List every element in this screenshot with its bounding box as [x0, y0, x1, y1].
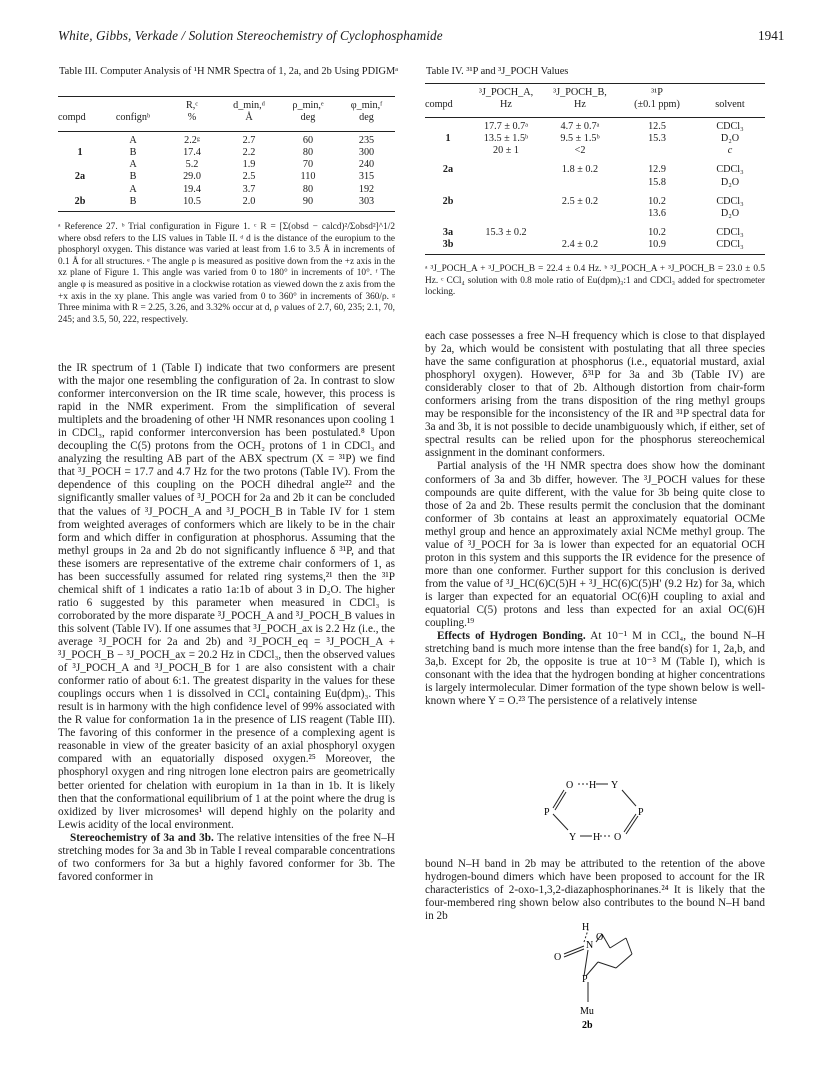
table4-col-compd: compd — [425, 99, 453, 111]
cell: 5.2 — [185, 159, 199, 171]
cell: 10.9 — [648, 238, 666, 250]
table4 — [425, 87, 765, 255]
cell: c — [727, 145, 733, 157]
table4-header-top — [425, 87, 765, 99]
table-row — [425, 208, 765, 220]
cell: 12.5 — [648, 120, 666, 132]
table-row — [58, 196, 395, 208]
cell — [471, 177, 541, 189]
cell: D₂O — [720, 132, 740, 144]
cell — [58, 159, 102, 171]
cell: <2 — [574, 145, 586, 157]
cell: A — [129, 159, 137, 171]
cell — [425, 208, 471, 220]
cell: 10.2 — [648, 196, 666, 208]
cell — [541, 208, 619, 220]
cell: 303 — [358, 196, 375, 208]
atom-label: P — [582, 974, 588, 985]
left-column-text — [58, 362, 395, 884]
cell: 29.0 — [183, 171, 201, 183]
cell: 4.7 ± 0.7ᵃ — [560, 120, 600, 132]
structure-caption: 2b — [582, 1020, 593, 1030]
cell — [425, 177, 471, 189]
paragraph-text: The relative intensities of the free N–H stretching modes for 3a and 3b in Table I reveal comparable concentrations of two conformers for 3a but a highly favored conformer for 3b. The favored conformer in — [58, 831, 395, 883]
cell: 80 — [302, 146, 314, 158]
cell: 1 — [77, 146, 83, 158]
atom-label: O — [554, 952, 562, 963]
cell: B — [129, 146, 137, 158]
cell: 13.6 — [648, 208, 666, 220]
table4-top-rule — [425, 83, 765, 84]
running-title: White, Gibbs, Verkade / Solution Stereochemistry of Cyclophosphamide — [58, 28, 443, 43]
table3-col-r: R,ᶜ — [186, 100, 198, 111]
atom-label: H — [589, 780, 597, 791]
cell: 2a — [74, 171, 86, 183]
table-row — [58, 171, 395, 183]
atom-label: P — [544, 807, 550, 818]
cell: 10.2 — [648, 226, 666, 238]
atom-label: H — [593, 832, 601, 843]
atom-label: N — [586, 940, 594, 951]
atom-label: O — [596, 932, 604, 943]
atom-label: Mu — [580, 1006, 594, 1017]
paragraph — [425, 630, 765, 708]
table4-footnotes: ᵃ ³J_POCH_A + ³J_POCH_B = 22.4 ± 0.4 Hz. ᵇ ³J_POCH_A + ³J_POCH_B = 23.0 ± 0.5 Hz. ᶜ CCl₄ solution with 0.8 mole ratio of Eu(dpm)₃:1 and CDCl₃ added for spectrometer locking. — [425, 264, 765, 298]
paragraph: bound N–H band in 2b may be attributed to the retention of the above hydrogen-bound dimers which have been proposed to account for the IR characteristics of 2-oxo-1,3,2-diazaphosphorinanes.²⁴ It is likely that the four-membered ring shown below also contributes to the bound N–H band in 2b — [425, 858, 765, 923]
table4-col-31p: ³¹P — [651, 87, 663, 98]
cell: 20 ± 1 — [493, 145, 519, 157]
cell — [541, 177, 619, 189]
cell: 3a — [442, 226, 454, 238]
table3-col-compd: compd — [58, 112, 86, 124]
cell — [58, 135, 102, 147]
cell — [58, 184, 102, 196]
cell: D₂O — [720, 176, 740, 188]
table-row — [425, 196, 765, 208]
right-column-text-2 — [425, 858, 765, 923]
atom-label: P — [638, 807, 644, 818]
atom-label: Y — [611, 780, 619, 791]
table4-unit: Hz — [500, 99, 512, 111]
table-row — [58, 184, 395, 196]
cell — [425, 121, 471, 133]
table3-unit: Å — [245, 112, 253, 124]
table3-unit: % — [187, 112, 197, 124]
table4-header-sub — [425, 99, 765, 111]
cell: D₂O — [720, 208, 740, 220]
atom-label: H — [582, 922, 590, 933]
cell: 1 — [445, 132, 451, 144]
cell: B — [129, 196, 137, 208]
table3-unit: deg — [359, 112, 374, 124]
table-row — [425, 145, 765, 157]
cell — [619, 145, 695, 157]
cell: B — [129, 171, 137, 183]
cell: 70 — [302, 159, 314, 171]
cell: A — [129, 134, 137, 146]
paragraph: the IR spectrum of 1 (Table I) indicate that two conformers are present with the major one resembling the configuration of 2a. In contrast to slow conformer interconversion on the IR time scale, however, this process is rapid in the NMR experiment. From the simplification of several multiplets and the broadening of other ¹H NMR resonances upon cooling 1 in CDCl₃, rapid conformer interconversion has been postulated.⁸ Upon decoupling the C(5) protons from the OCH₂ protons of 1 in CDCl₃ and analyzing the resulting AB part of the ABX spectrum (X = ³¹P) we find that ³J_POCH = 17.7 and 4.7 Hz for the two protons (Table IV). From the dependence of this coupling on the POCH dihedral angle²² and the significantly smaller values of ³J_POCH for 2a and 2b it can be concluded that the values of ³J_POCH_A and ³J_POCH_B in Table IV for 1 stem from weighted averages of conformers which are likely to be in the chair form and which differ in configuration at phosphorus. Assuming that the methyl groups in 2a and 2b do not significantly influence δ ³¹P, and that these isomers are representative of the extreme chair conformers of 1, as has been successfully assumed for related ring systems,²¹ then the ³¹P chemical shift of 1 indicates a ratio 1a:1b of about 3 in D₂O. The higher ratio 6 suggested by this parameter when measured in CDCl₃ is corroborated by the more disparate ³J_POCH_A and ³J_POCH_B values in this solvent (Table IV). If one assumes that ³J_POCH_ax is 2.2 Hz (i.e., the average ³J_POCH for 2a and 2b) and ³J_POCH_eq = ³J_POCH_A + ³J_POCH_B − ³J_POCH_ax = 20.2 Hz in CDCl₃, then the observed values of ³J_POCH_A and ³J_POCH_B for 1 are also consistent with a chair conformer ratio of about 6:1. The greatest disparity in the values for these couplings occurs when 1 is dissolved in CCl₄ containing Eu(dpm)₃. This result is in harmony with the high confidence level of 99% associated with the R value for conformation 1a in the presence of LIS reagent (Table III). The favoring of this conformer in the presence of a complexing agent is reasonable in view of the greater basicity of an axial phosphoryl oxygen compared with an equatorially disposed oxygen.²⁵ Moreover, the phosphoryl oxygen and ring nitrogen lone electron pairs are geometrically better oriented for chelation with europium in 1a than in 1b. It is likely then that the conformational equilibrium of 1 at the point where the drug is oxidized by liver microsomes¹ will depend highly on the polarity and Lewis acidity of the local environment. — [58, 362, 395, 831]
cell — [471, 208, 541, 220]
table4-caption: Table IV. ³¹P and ³J_POCH Values — [426, 66, 569, 77]
cell: 60 — [302, 134, 314, 146]
cell: 90 — [302, 196, 314, 208]
paragraph: Partial analysis of the ¹H NMR spectra does show how the dominant conformers of 3a and 3b differ, however. The ³J_POCH values for these compounds are quite different, with the value for 3b being quite close to those of 2a and 2b. These results permit the conclusion that the dominant conformer of 3b contains at least an approximately equatorial OCMe methyl group and hence an approximately axial NCMe methyl group. The value of ³J_POCH for 3a is lower than expected for an equatorial OCH proton in this system and this supports the IR evidence for the presence of more than one conformer. Further support for this conclusion is derived from the value of ³J_HC(6)C(5)H + ³J_HC(6)C(5)H' (9.2 Hz) for 3a, which is larger than expected for an equatorial OC(6)H coupling to axial and equatorial C(5) protons and less than expected for an axial OC(6)H coupling.¹⁹ — [425, 460, 765, 630]
table3-col-rhomin: ρ_min,ᵉ — [292, 100, 324, 111]
cell: 17.7 ± 0.7ᵃ — [483, 120, 529, 132]
cell: 192 — [358, 183, 375, 195]
cell: 240 — [358, 159, 375, 171]
cell: CDCl₃ — [716, 196, 744, 208]
cell: 12.9 — [648, 164, 666, 176]
cell: 315 — [358, 171, 375, 183]
cell: 2b — [74, 196, 86, 208]
cell: CDCl₃ — [716, 226, 744, 238]
cell: 300 — [358, 146, 375, 158]
cell: 2a — [442, 164, 454, 176]
table-row — [425, 227, 765, 239]
cell: 2.2 — [242, 146, 256, 158]
cell: 15.3 — [648, 132, 666, 144]
table-row — [425, 164, 765, 176]
cell: 2b — [442, 196, 454, 208]
cell — [541, 227, 619, 239]
table3-top-rule — [58, 96, 395, 97]
cell: 1.9 — [242, 159, 256, 171]
table3-footnotes: ᵃ Reference 27. ᵇ Trial configuration in Figure 1. ᶜ R = [Σ(obsd − calcd)²/Σobsd²]^1/2 where obsd refers to the LIS values in Table II. ᵈ d is the distance of the europium to the phosphoryl oxygen. This distance was varied at least from 1.6 to 3.5 Å in increments of 0.1 Å for all structures. ᵉ The angle ρ is measured as positive down from the +z axis in the xz plane of Figure 1. This angle was varied from 0 to 180° in increments of 10°. ᶠ The angle φ is measured as positive in a clockwise rotation as viewed down the z axis from the +x axis in the xy plane. This angle was varied from 0 to 360° in increments of 360/ρ. ᵍ Three minima with R = 2.25, 3.26, and 3.32% occur at d, ρ values of 2.7, 60, 235; 2.1, 70, 245; and 3.5, 50, 222, respectively. — [58, 222, 395, 325]
paragraph — [58, 832, 395, 884]
cell: 2.0 — [242, 196, 256, 208]
table3 — [58, 100, 395, 212]
cell: 2.4 ± 0.2 — [561, 238, 599, 250]
cell: 110 — [300, 171, 316, 183]
table-row — [425, 177, 765, 189]
cell — [471, 196, 541, 208]
structure-2b-diagram — [540, 918, 650, 1030]
cell: A — [129, 183, 137, 195]
cell: 1.8 ± 0.2 — [561, 164, 599, 176]
cell: CDCl₃ — [716, 164, 744, 176]
atom-label: Y — [569, 832, 577, 843]
table4-unit: Hz — [574, 99, 586, 111]
right-column-text — [425, 330, 765, 708]
table3-col-config: confignᵇ — [115, 112, 151, 124]
cell: 19.4 — [183, 183, 201, 195]
table-row — [425, 239, 765, 251]
cell: 2.5 — [242, 171, 256, 183]
table3-caption: Table III. Computer Analysis of ¹H NMR Spectra of 1, 2a, and 2b Using PDIGMᵃ — [59, 66, 399, 77]
cell: 80 — [302, 183, 314, 195]
table-row — [58, 135, 395, 147]
section-heading: Effects of Hydrogen Bonding. — [437, 630, 586, 643]
table-row — [425, 133, 765, 145]
atom-label: O — [614, 832, 622, 843]
cell: 3.7 — [242, 183, 256, 195]
table3-header-units — [58, 112, 395, 124]
section-heading: Stereochemistry of 3a and 3b. — [70, 831, 214, 844]
paragraph-text: At 10⁻¹ M in CCl₄, the bound N–H stretching band is much more intense than the free band(s) for 1, 2a,b, and 3a,b. Except for 2b, the opposite is true at 10⁻³ M (Table I), which is consonant with the idea that the hydrogen bonding at higher concentrations is largely intermolecular. Dimer formation of the type shown below is well-known where Y = O.²³ The persistence of a relatively intense — [425, 630, 765, 708]
cell: 2.2ᵍ — [184, 134, 200, 146]
cell: 235 — [358, 134, 375, 146]
dimer-structure-diagram — [538, 770, 658, 850]
cell: 3b — [442, 238, 454, 250]
cell: 15.3 ± 0.2 — [485, 226, 527, 238]
cell: 9.5 ± 1.5ᵇ — [560, 132, 600, 144]
table4-unit: (±0.1 ppm) — [634, 99, 680, 111]
table4-col-jpochb: ³J_POCH_B, — [553, 87, 607, 98]
cell: 13.5 ± 1.5ᵇ — [483, 132, 529, 144]
table3-col-dmin: d_min,ᵈ — [233, 100, 265, 111]
atom-label: O — [566, 780, 574, 791]
cell — [471, 239, 541, 251]
table-row — [425, 121, 765, 133]
table3-unit: deg — [300, 112, 316, 124]
cell: 2.7 — [242, 134, 256, 146]
cell: 15.8 — [648, 176, 666, 188]
cell: 10.5 — [183, 196, 201, 208]
paragraph: each case possesses a free N–H frequency which is close to that displayed by 2a, which would be consistent with postulating that all three species have the same configuration at phosphorus (i.e., equatorial mustard, axial phosphoryl oxygen). However, δ³¹P for 3a and 3b (Table IV) are considerably closer to that of 2b. Although distortion from chair-form conformers arising from the trans disposition of the ring methyl groups may be responsible for the inconsistency of the IR and ³¹P spectral data for 3a and 3b, it is not possible to decide unambiguously which, if either, set of spectral results can be relied upon for the phosphorus stereochemical assignment in the dominant conformers. — [425, 330, 765, 460]
table4-col-solvent: solvent — [715, 99, 745, 111]
cell — [471, 164, 541, 176]
table-row — [58, 147, 395, 159]
cell: 17.4 — [183, 146, 201, 158]
cell: CDCl₃ — [716, 238, 744, 250]
table4-col-jpocha: ³J_POCH_A, — [478, 87, 534, 98]
cell: 2.5 ± 0.2 — [561, 196, 599, 208]
page-number: 1941 — [758, 28, 785, 43]
table-row — [58, 159, 395, 171]
table3-col-phimin: φ_min,ᶠ — [350, 100, 383, 111]
cell: CDCl₃ — [716, 120, 744, 132]
table3-header-top — [58, 100, 395, 112]
cell — [425, 145, 471, 157]
